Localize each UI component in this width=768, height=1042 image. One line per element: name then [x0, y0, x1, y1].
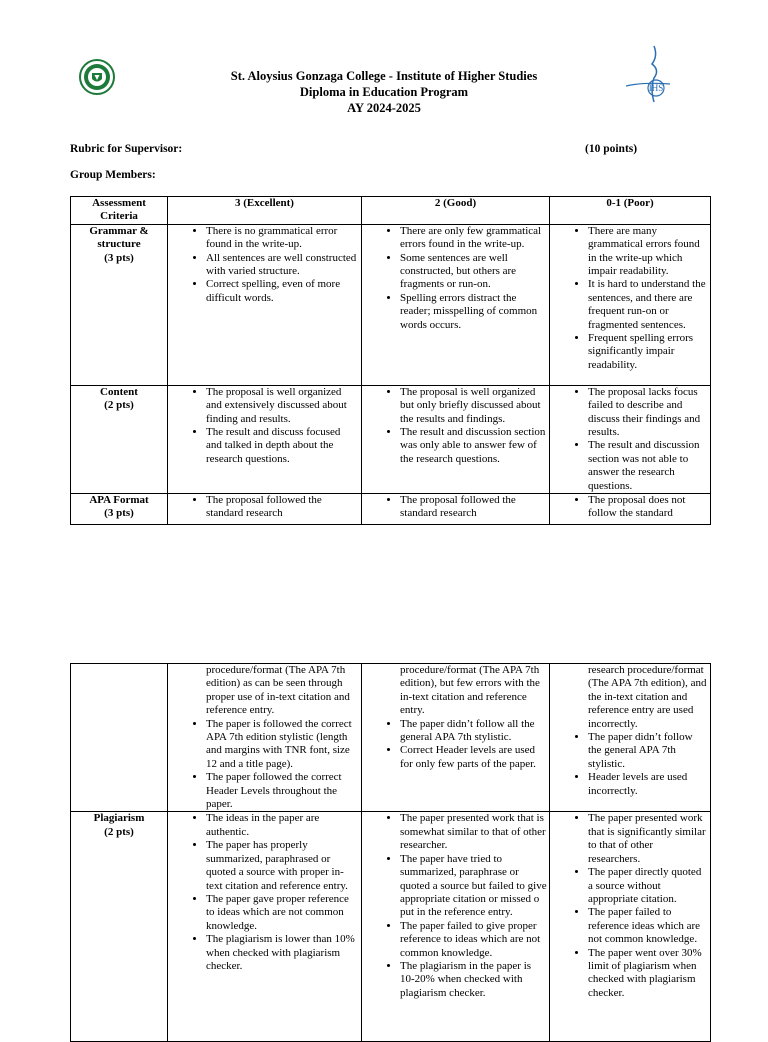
good-cell [362, 494, 550, 525]
list-item: • The paper went over 30% limit of plagiarism when checked with plagiarism checker. [588, 947, 708, 1001]
list-item: • The proposal is well organized and extensively discussed about finding and results. [206, 386, 359, 426]
list-item: • The paper failed to reference ideas which are not common knowledge. [588, 906, 708, 946]
header-good: 2 (Good) [362, 197, 550, 225]
list-item: • The paper presented work that is somewhat similar to that of other researcher. [400, 812, 547, 852]
list-item-continued: procedure/format (The APA 7th edition) as can be seen through proper use of in-text citation and reference entry. [206, 664, 350, 717]
list-item: • The proposal is well organized but only briefly discussed about the results and findings. [400, 386, 547, 426]
list-item: • The paper didn’t follow all the general APA 7th stylistic. [400, 718, 547, 745]
poor-cell [550, 385, 711, 493]
excellent-cell [168, 224, 362, 385]
poor-cell [550, 224, 711, 385]
list-item: • The paper failed to give proper reference to ideas which are not common knowledge. [400, 920, 547, 960]
list-item: • The result and discussion section was not able to answer the research questions. [588, 439, 708, 493]
academic-year: AY 2024-2025 [347, 101, 421, 115]
svg-text:IHS: IHS [648, 83, 664, 93]
table-header-row [71, 197, 711, 225]
program-name: Diploma in Education Program [299, 85, 469, 99]
list-item: • Frequent spelling errors significantly impair readability. [588, 332, 708, 372]
poor-cell [550, 664, 711, 812]
list-item: • The paper directly quoted a source without appropriate citation. [588, 866, 708, 906]
list-item-continued: research procedure/format (The APA 7th edition), and the in-text citation and reference entry are used incorrectly. [588, 664, 707, 730]
rubric-table-page1 [70, 196, 711, 525]
excellent-cell [168, 812, 362, 1042]
document-header [0, 68, 768, 116]
list-item: • The ideas in the paper are authentic. [206, 812, 359, 839]
list-item: • The paper followed the correct Header Levels throughout the paper. [206, 771, 359, 811]
good-cell [362, 812, 550, 1042]
table-row [71, 385, 711, 493]
table-row [71, 224, 711, 385]
criteria-cell [71, 664, 168, 812]
points-label: (10 points) [585, 143, 638, 155]
excellent-cell [168, 664, 362, 812]
list-item: • The proposal lacks focus failed to describe and discuss their findings and results. [588, 386, 708, 440]
list-item: • Correct spelling, even of more difficult words. [206, 278, 359, 305]
list-item: • The plagiarism is lower than 10% when checked with plagiarism checker. [206, 933, 359, 973]
list-item: • Correct Header levels are used for only few parts of the paper. [400, 744, 547, 771]
rubric-table-page2 [70, 663, 711, 1042]
rubric-label: Rubric for Supervisor: [70, 143, 183, 155]
excellent-cell [168, 494, 362, 525]
good-cell [362, 224, 550, 385]
poor-cell [550, 812, 711, 1042]
excellent-cell [168, 385, 362, 493]
list-item: • The proposal followed the standard research [206, 494, 359, 521]
header-excellent: 3 (Excellent) [168, 197, 362, 225]
criteria-cell: Grammar & structure (3 pts) [71, 224, 168, 385]
header-poor: 0-1 (Poor) [550, 197, 711, 225]
list-item: • The result and discuss focused and talked in depth about the research questions. [206, 426, 359, 466]
criteria-cell: APA Format (3 pts) [71, 494, 168, 525]
list-item: • The proposal does not follow the standard [588, 494, 708, 521]
list-item: • All sentences are well constructed with varied structure. [206, 252, 359, 279]
list-item: • The paper has properly summarized, paraphrased or quoted a source with proper in-text citation and reference entry. [206, 839, 359, 893]
list-item: • It is hard to understand the sentences, and there are frequent run-on or fragmented sentences. [588, 278, 708, 332]
poor-cell [550, 494, 711, 525]
list-item: • There is no grammatical error found in the write-up. [206, 225, 359, 252]
good-cell [362, 385, 550, 493]
list-item: • The result and discussion section was only able to answer few of the research questions. [400, 426, 547, 466]
good-cell [362, 664, 550, 812]
list-item: • The plagiarism in the paper is 10-20% when checked with plagiarism checker. [400, 960, 547, 1000]
list-item: • There are only few grammatical errors found in the write-up. [400, 225, 547, 252]
list-item: • Some sentences are well constructed, but others are fragments or run-on. [400, 252, 547, 292]
list-item: • The paper gave proper reference to ideas which are not common knowledge. [206, 893, 359, 933]
list-item: • The paper presented work that is significantly similar to that of other researchers. [588, 812, 708, 866]
list-item: • There are many grammatical errors found in the write-up which impair readability. [588, 225, 708, 279]
list-item: • Spelling errors distract the reader; misspelling of common words occurs. [400, 292, 547, 332]
criteria-cell: Content (2 pts) [71, 385, 168, 493]
table-row [71, 664, 711, 812]
list-item: • Header levels are used incorrectly. [588, 771, 708, 798]
table-row [71, 494, 711, 525]
criteria-cell: Plagiarism (2 pts) [71, 812, 168, 1042]
table-row [71, 812, 711, 1042]
header-criteria: Assessment Criteria [71, 197, 168, 225]
list-item-continued: procedure/format (The APA 7th edition), but few errors with the in-text citation and reference entry. [400, 664, 540, 717]
list-item: • The paper have tried to summarized, paraphrase or quoted a source but failed to give appropriate citation or missed o put in the reference entry. [400, 853, 547, 920]
list-item: • The paper didn’t follow the general APA 7th stylistic. [588, 731, 708, 771]
list-item: • The paper is followed the correct APA 7th edition stylistic (length and margins with TNR font, size 12 and a title page). [206, 718, 359, 772]
list-item: • The proposal followed the standard research [400, 494, 547, 521]
college-name: St. Aloysius Gonzaga College - Institute of Higher Studies [230, 69, 538, 83]
group-members-label: Group Members: [70, 169, 156, 181]
